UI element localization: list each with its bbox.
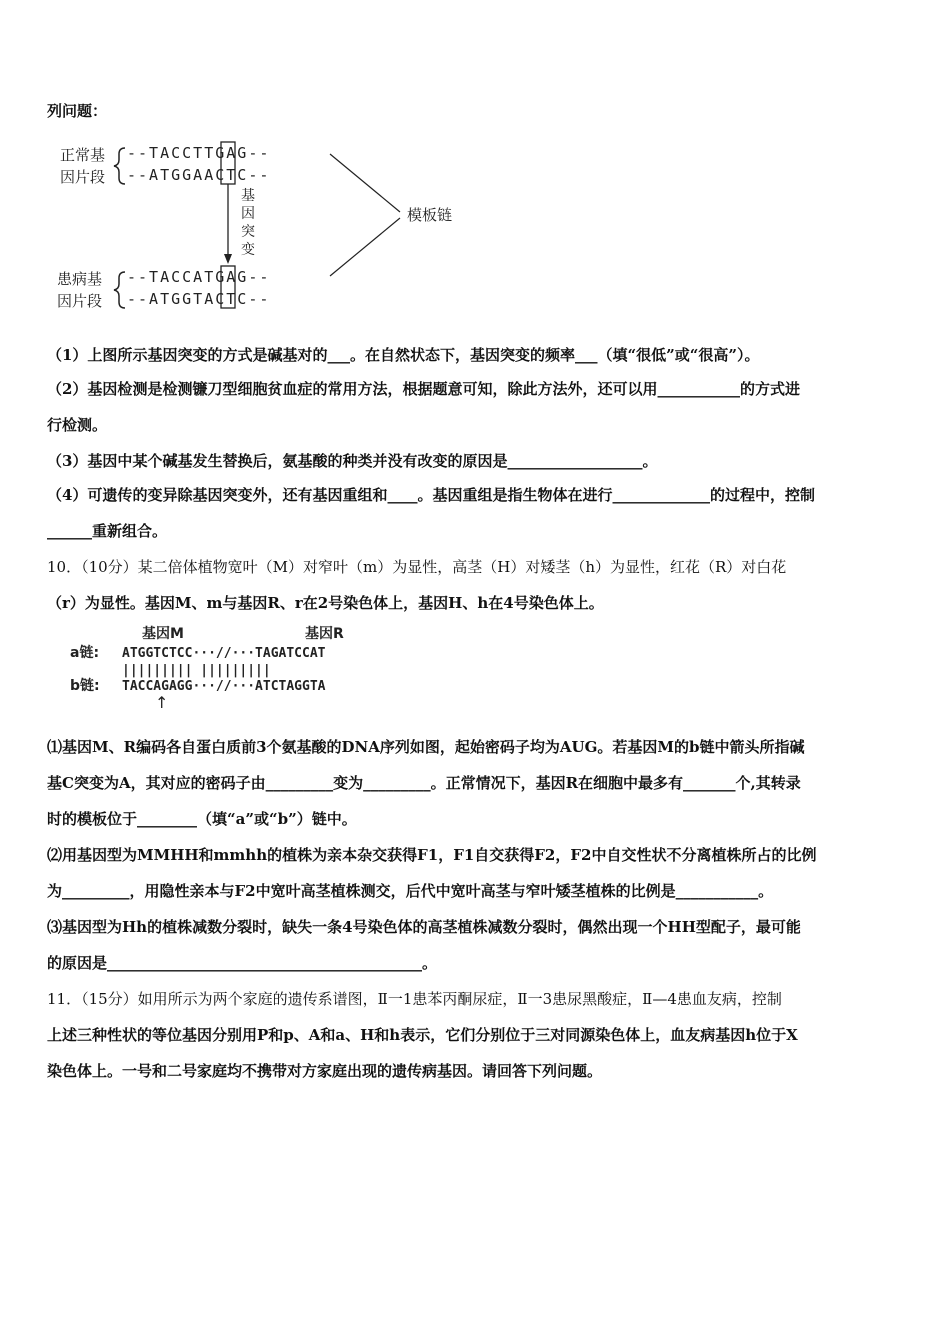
q9-part1: （1）上图所示基因突变的方式是碱基对的___。在自然状态下，基因突变的频率___（填“很低”或“很高”）。 — [47, 346, 760, 364]
gene-r-label: 基因R — [305, 626, 344, 642]
q9-part4-line2: ______重新组合。 — [47, 522, 168, 540]
q11-stem-line1: 11．（15分）如用所示为两个家庭的遗传系谱图，Ⅱ一1患苯丙酮尿症，Ⅱ一3患尿黑酸症，Ⅱ—4患血友病，控制 — [47, 990, 782, 1008]
q11-stem-line3: 染色体上。一号和二号家庭均不携带对方家庭出现的遗传病基因。请回答下列问题。 — [47, 1062, 603, 1080]
q10-sub2-line1: ⑵用基因型为MMHH和mmhh的植株为亲本杂交获得F1，F1自交获得F2，F2中自交性状不分离植株所占的比例 — [47, 846, 817, 864]
a-strand-seq: ATGGTCTCC···//···TAGATCCAT — [122, 646, 326, 661]
base-pair-bars: ||||||||| ||||||||| — [122, 663, 271, 678]
q10-sub1-line2: 基C突变为A，其对应的密码子由_________变为_________。正常情况下，基因R在细胞中最多有_______个,其转录 — [47, 774, 801, 792]
mutation-char-4: 变 — [241, 242, 255, 258]
a-strand-label: a链: — [70, 645, 100, 661]
mutation-char-2: 因 — [241, 206, 255, 222]
b-strand-seq: TACCAGAGG···//···ATCTAGGTA — [122, 679, 326, 694]
q9-part2-line2: 行检测。 — [47, 416, 108, 434]
intro-text: 列问题： — [47, 102, 108, 120]
q9-part4-line1: （4）可遗传的变异除基因突变外，还有基因重组和____。基因重组是指生物体在进行_____________的过程中，控制 — [47, 486, 815, 504]
disease-gene-label-2: 因片段 — [57, 292, 103, 310]
normal-top-strand: --TACCTTGAG-- — [127, 144, 271, 162]
normal-bottom-strand: --ATGGAACTC-- — [127, 166, 271, 184]
disease-bottom-strand: --ATGGTACTC-- — [127, 290, 271, 308]
q10-sub3-line2: 的原因是__________________________________________。 — [47, 954, 438, 972]
normal-gene-label-2: 因片段 — [60, 168, 106, 186]
mutation-char-1: 基 — [241, 188, 255, 204]
mutation-arrow: ↑ — [155, 693, 169, 712]
normal-gene-label-1: 正常基 — [60, 146, 106, 164]
dna-sequence-figure — [70, 622, 430, 712]
q10-sub2-line2: 为_________，用隐性亲本与F2中宽叶高茎植株测交，后代中宽叶高茎与窄叶矮茎植株的比例是___________。 — [47, 882, 774, 900]
q10-stem-line2: （r）为显性。基因M、m与基因R、r在2号染色体上，基因H、h在4号染色体上。 — [47, 594, 604, 612]
q10-sub1-line3: 时的模板位于________（填“a”或“b”）链中。 — [47, 810, 357, 828]
gene-m-label: 基因M — [142, 626, 184, 642]
disease-top-strand: --TACCATGAG-- — [127, 268, 271, 286]
q11-stem-line2: 上述三种性状的等位基因分别用P和p、A和a、H和h表示，它们分别位于三对同源染色体上，血友病基因h位于X — [47, 1026, 798, 1044]
q10-stem-line1: 10．（10分）某二倍体植物宽叶（M）对窄叶（m）为显性，高茎（H）对矮茎（h）为显性，红花（R）对白花 — [47, 558, 787, 576]
template-strand-label: 模板链 — [407, 206, 453, 224]
q10-sub1-line1: ⑴基因M、R编码各自蛋白质前3个氨基酸的DNA序列如图，起始密码子均为AUG。若基因M的b链中箭头所指碱 — [47, 738, 805, 756]
mutation-char-3: 突 — [241, 224, 255, 240]
b-strand-label: b链: — [70, 678, 100, 694]
q9-part2-line1: （2）基因检测是检测镰刀型细胞贫血症的常用方法，根据题意可知，除此方法外，还可以用___________的方式进 — [47, 380, 800, 398]
gene-mutation-figure — [55, 138, 515, 318]
q9-part3: （3）基因中某个碱基发生替换后，氨基酸的种类并没有改变的原因是__________________。 — [47, 452, 658, 470]
disease-gene-label-1: 患病基 — [57, 270, 103, 288]
q10-sub3-line1: ⑶基因型为Hh的植株减数分裂时，缺失一条4号染色体的高茎植株减数分裂时，偶然出现一个HH型配子，最可能 — [47, 918, 801, 936]
